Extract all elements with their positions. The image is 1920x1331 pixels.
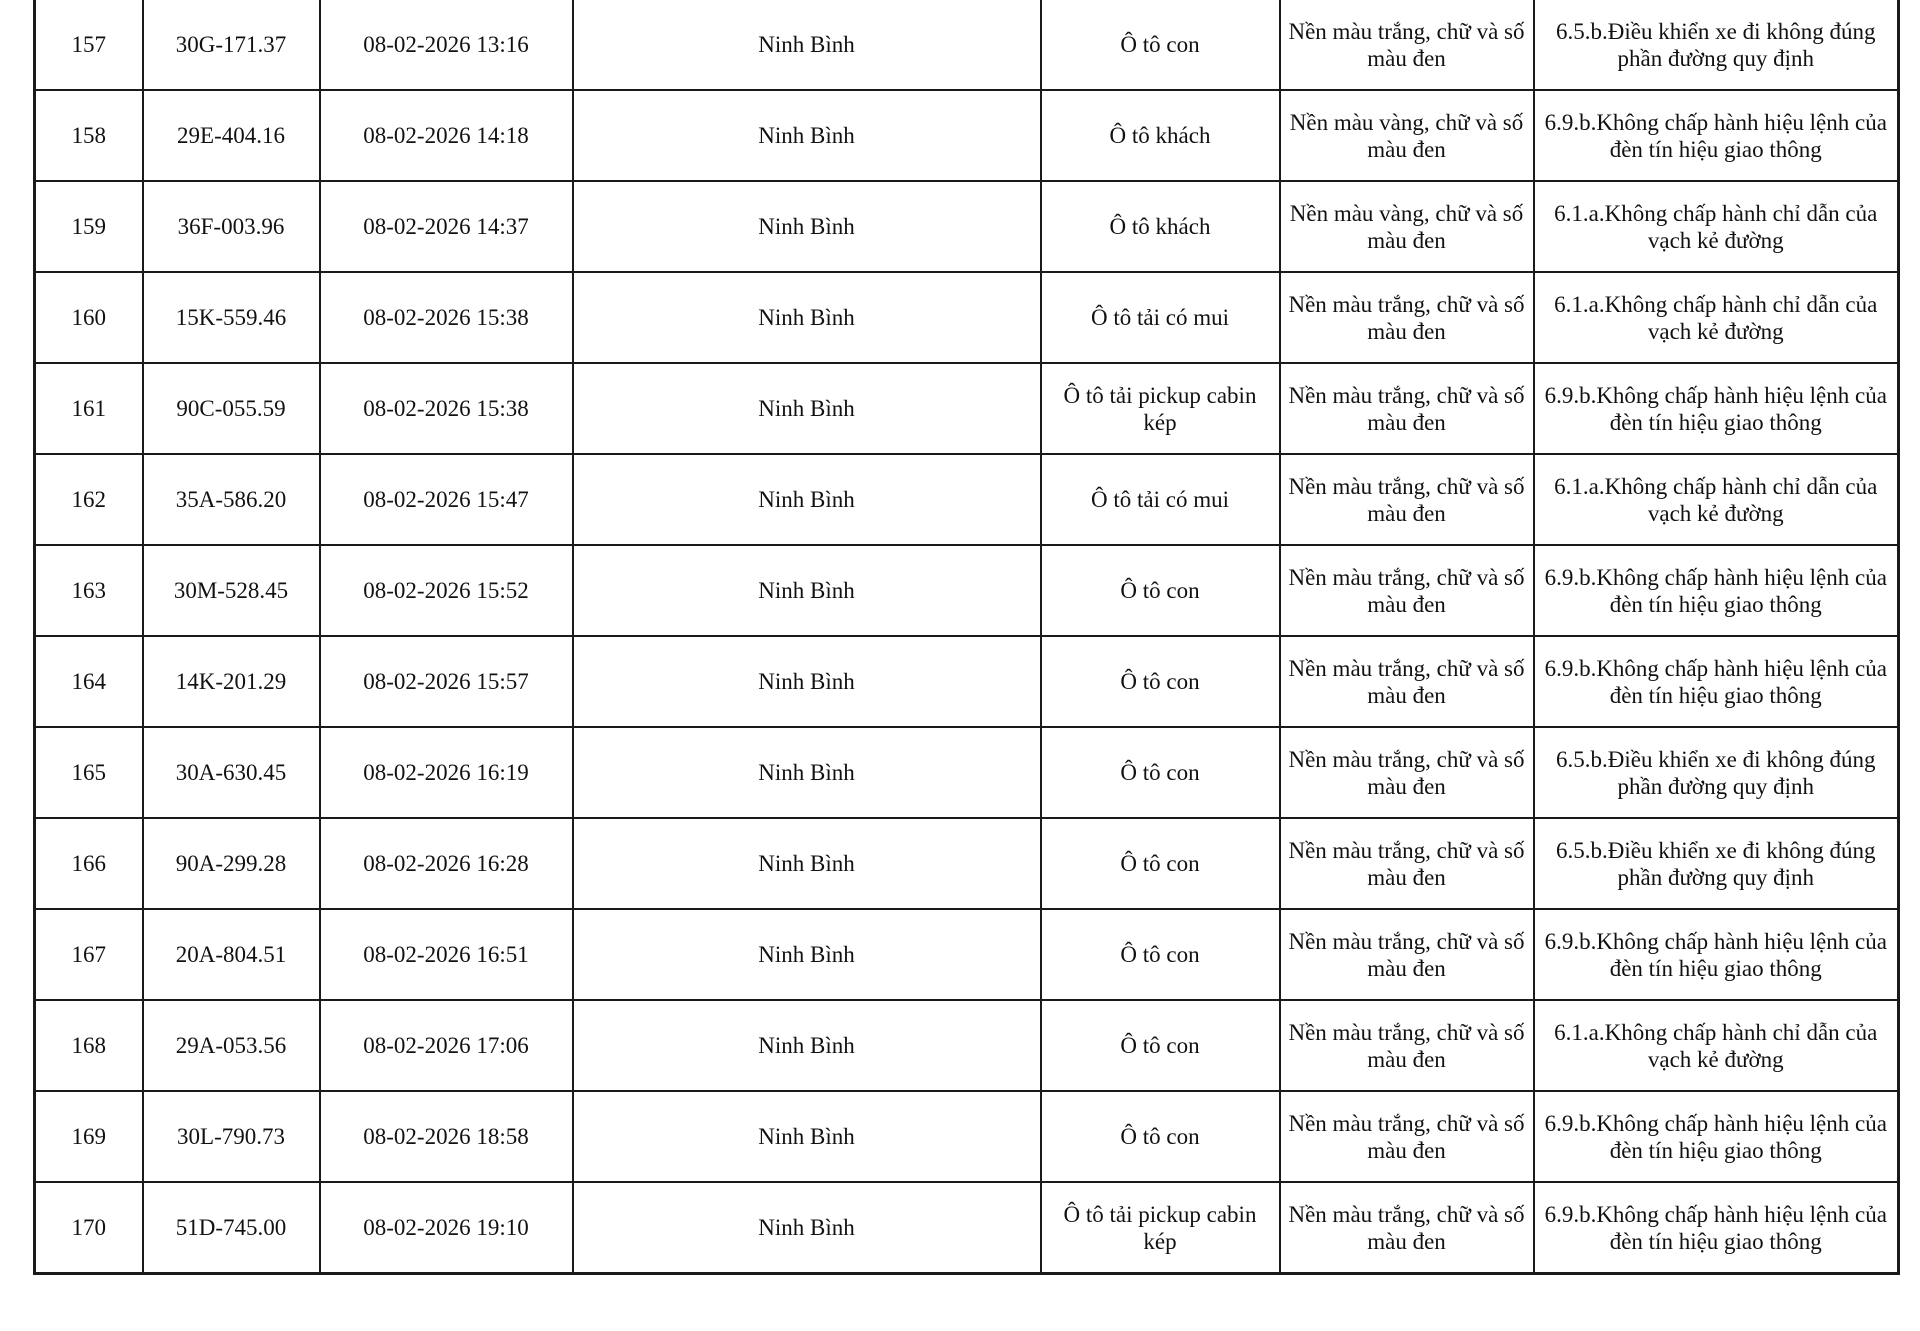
vehicle-type: Ô tô tải có mui [1041,454,1280,545]
violation-time: 08-02-2026 16:28 [320,818,573,909]
table-row [35,727,1899,818]
row-number: 161 [35,363,143,454]
table-row [35,363,1899,454]
violation-description: 6.9.b.Không chấp hành hiệu lệnh của đèn tín hiệu giao thông [1534,90,1899,181]
vehicle-type: Ô tô tải có mui [1041,272,1280,363]
license-plate: 30M-528.45 [143,545,320,636]
license-plate: 29E-404.16 [143,90,320,181]
table-row [35,818,1899,909]
plate-color: Nền màu trắng, chữ và số màu đen [1280,363,1534,454]
license-plate: 14K-201.29 [143,636,320,727]
violation-description: 6.1.a.Không chấp hành chỉ dẫn của vạch kẻ đường [1534,454,1899,545]
plate-color: Nền màu vàng, chữ và số màu đen [1280,90,1534,181]
plate-color: Nền màu trắng, chữ và số màu đen [1280,272,1534,363]
table-row [35,454,1899,545]
license-plate: 35A-586.20 [143,454,320,545]
license-plate: 20A-804.51 [143,909,320,1000]
license-plate: 51D-745.00 [143,1182,320,1274]
violation-location: Ninh Bình [573,1000,1041,1091]
violation-time: 08-02-2026 16:51 [320,909,573,1000]
row-number: 165 [35,727,143,818]
vehicle-type: Ô tô con [1041,636,1280,727]
violation-time: 08-02-2026 17:06 [320,1000,573,1091]
plate-color: Nền màu trắng, chữ và số màu đen [1280,909,1534,1000]
violation-location: Ninh Bình [573,818,1041,909]
plate-color: Nền màu trắng, chữ và số màu đen [1280,1000,1534,1091]
plate-color: Nền màu trắng, chữ và số màu đen [1280,818,1534,909]
plate-color: Nền màu trắng, chữ và số màu đen [1280,545,1534,636]
row-number: 170 [35,1182,143,1274]
license-plate: 30G-171.37 [143,0,320,90]
table-row [35,1000,1899,1091]
violation-description: 6.9.b.Không chấp hành hiệu lệnh của đèn tín hiệu giao thông [1534,636,1899,727]
violation-location: Ninh Bình [573,636,1041,727]
row-number: 167 [35,909,143,1000]
vehicle-type: Ô tô con [1041,727,1280,818]
row-number: 160 [35,272,143,363]
license-plate: 30A-630.45 [143,727,320,818]
table-row [35,1182,1899,1274]
vehicle-type: Ô tô tải pickup cabin kép [1041,1182,1280,1274]
table-row [35,636,1899,727]
table-row [35,90,1899,181]
row-number: 166 [35,818,143,909]
violation-description: 6.9.b.Không chấp hành hiệu lệnh của đèn tín hiệu giao thông [1534,545,1899,636]
license-plate: 29A-053.56 [143,1000,320,1091]
vehicle-type: Ô tô khách [1041,90,1280,181]
table-row [35,545,1899,636]
violation-location: Ninh Bình [573,454,1041,545]
violation-location: Ninh Bình [573,363,1041,454]
license-plate: 15K-559.46 [143,272,320,363]
table-row [35,1091,1899,1182]
plate-color: Nền màu trắng, chữ và số màu đen [1280,1182,1534,1274]
violation-time: 08-02-2026 14:18 [320,90,573,181]
violation-description: 6.9.b.Không chấp hành hiệu lệnh của đèn tín hiệu giao thông [1534,363,1899,454]
plate-color: Nền màu trắng, chữ và số màu đen [1280,636,1534,727]
table-body [35,0,1899,1274]
violation-description: 6.5.b.Điều khiển xe đi không đúng phần đường quy định [1534,818,1899,909]
vehicle-type: Ô tô con [1041,1091,1280,1182]
vehicle-type: Ô tô con [1041,545,1280,636]
violation-description: 6.5.b.Điều khiển xe đi không đúng phần đường quy định [1534,0,1899,90]
table-row [35,272,1899,363]
violation-location: Ninh Bình [573,727,1041,818]
row-number: 164 [35,636,143,727]
violation-time: 08-02-2026 15:52 [320,545,573,636]
row-number: 169 [35,1091,143,1182]
vehicle-type: Ô tô tải pickup cabin kép [1041,363,1280,454]
table-row [35,181,1899,272]
violations-table [33,0,1900,1275]
vehicle-type: Ô tô con [1041,0,1280,90]
violation-description: 6.1.a.Không chấp hành chỉ dẫn của vạch kẻ đường [1534,272,1899,363]
violation-description: 6.5.b.Điều khiển xe đi không đúng phần đường quy định [1534,727,1899,818]
row-number: 159 [35,181,143,272]
violation-time: 08-02-2026 18:58 [320,1091,573,1182]
violation-location: Ninh Bình [573,0,1041,90]
violation-time: 08-02-2026 15:38 [320,272,573,363]
violation-description: 6.9.b.Không chấp hành hiệu lệnh của đèn tín hiệu giao thông [1534,1091,1899,1182]
violation-location: Ninh Bình [573,909,1041,1000]
plate-color: Nền màu trắng, chữ và số màu đen [1280,727,1534,818]
violation-time: 08-02-2026 15:57 [320,636,573,727]
violation-location: Ninh Bình [573,1182,1041,1274]
vehicle-type: Ô tô con [1041,909,1280,1000]
violation-location: Ninh Bình [573,545,1041,636]
row-number: 157 [35,0,143,90]
violation-description: 6.1.a.Không chấp hành chỉ dẫn của vạch kẻ đường [1534,1000,1899,1091]
license-plate: 90A-299.28 [143,818,320,909]
vehicle-type: Ô tô con [1041,818,1280,909]
plate-color: Nền màu trắng, chữ và số màu đen [1280,0,1534,90]
violation-description: 6.9.b.Không chấp hành hiệu lệnh của đèn tín hiệu giao thông [1534,1182,1899,1274]
vehicle-type: Ô tô con [1041,1000,1280,1091]
license-plate: 36F-003.96 [143,181,320,272]
row-number: 162 [35,454,143,545]
violation-location: Ninh Bình [573,1091,1041,1182]
violation-location: Ninh Bình [573,181,1041,272]
plate-color: Nền màu trắng, chữ và số màu đen [1280,1091,1534,1182]
row-number: 163 [35,545,143,636]
plate-color: Nền màu vàng, chữ và số màu đen [1280,181,1534,272]
violation-location: Ninh Bình [573,90,1041,181]
plate-color: Nền màu trắng, chữ và số màu đen [1280,454,1534,545]
vehicle-type: Ô tô khách [1041,181,1280,272]
violation-time: 08-02-2026 16:19 [320,727,573,818]
table-row [35,0,1899,90]
license-plate: 30L-790.73 [143,1091,320,1182]
row-number: 168 [35,1000,143,1091]
violation-description: 6.9.b.Không chấp hành hiệu lệnh của đèn tín hiệu giao thông [1534,909,1899,1000]
violation-time: 08-02-2026 13:16 [320,0,573,90]
table-row [35,909,1899,1000]
violation-time: 08-02-2026 14:37 [320,181,573,272]
violation-time: 08-02-2026 19:10 [320,1182,573,1274]
violation-time: 08-02-2026 15:38 [320,363,573,454]
violation-description: 6.1.a.Không chấp hành chỉ dẫn của vạch kẻ đường [1534,181,1899,272]
violation-time: 08-02-2026 15:47 [320,454,573,545]
violation-location: Ninh Bình [573,272,1041,363]
row-number: 158 [35,90,143,181]
license-plate: 90C-055.59 [143,363,320,454]
